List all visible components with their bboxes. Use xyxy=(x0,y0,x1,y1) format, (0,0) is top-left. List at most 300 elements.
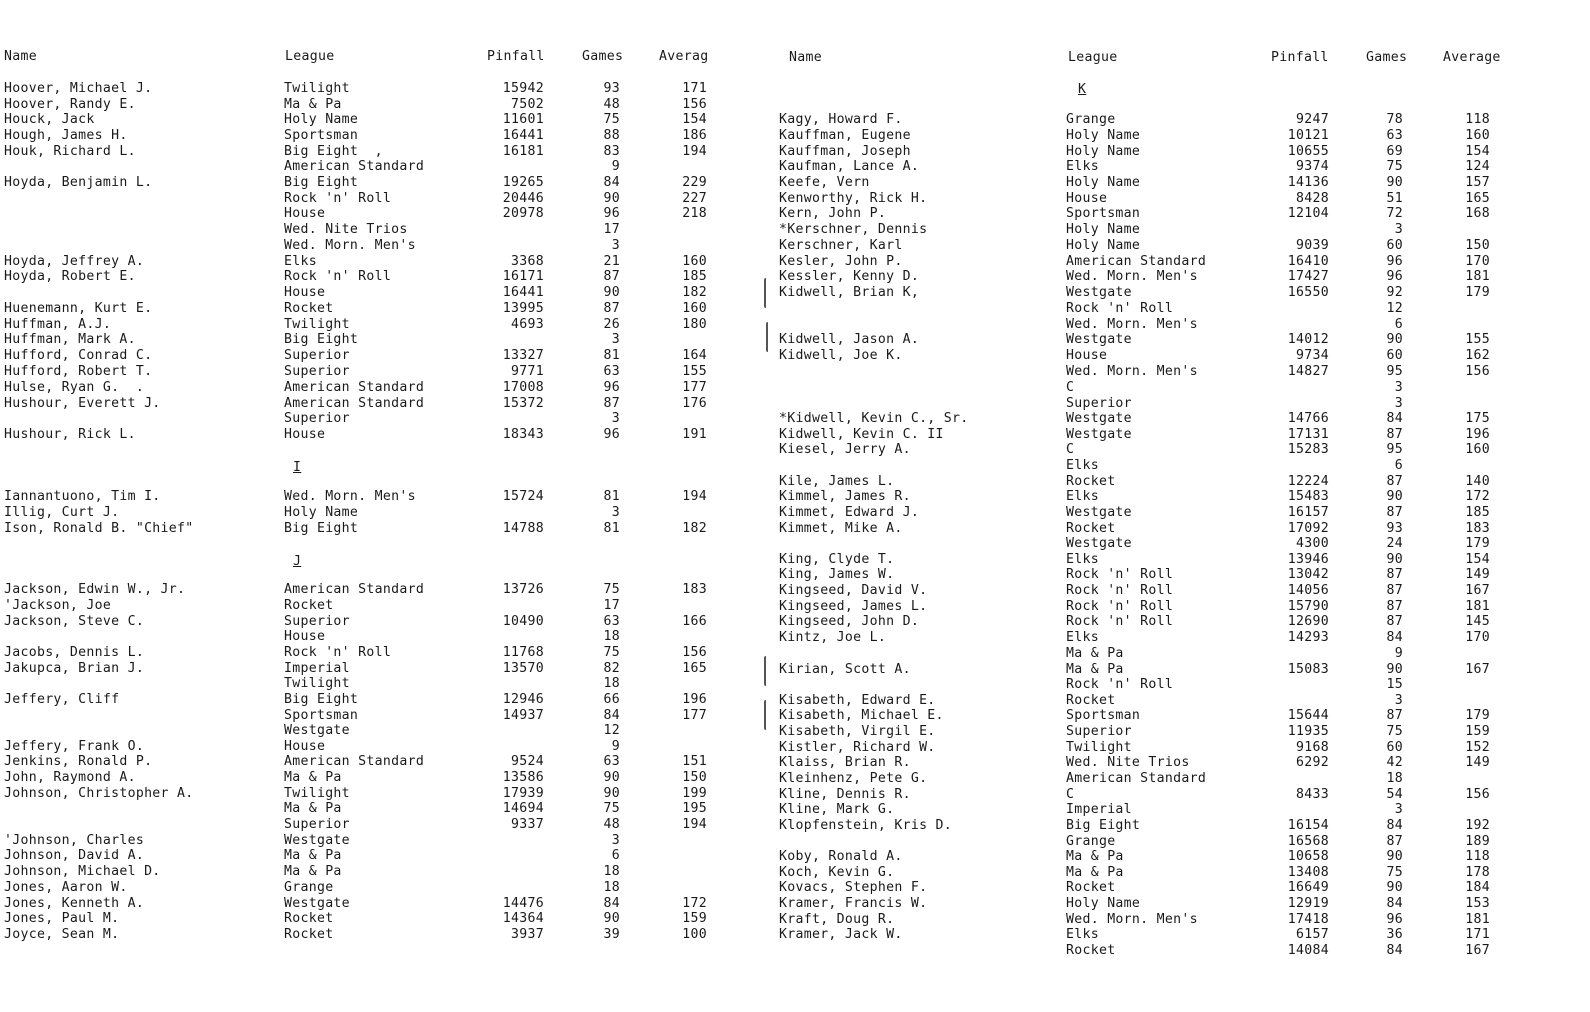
cell-pinfall: 17427 xyxy=(1287,269,1329,284)
cell-league: Rocket xyxy=(284,301,334,316)
cell-games: 90 xyxy=(1386,849,1403,864)
section-letter-k: K xyxy=(1078,82,1087,97)
cell-pinfall: 11935 xyxy=(1287,724,1329,739)
cell-name: King, Clyde T. xyxy=(779,552,895,567)
cell-pinfall xyxy=(470,332,544,348)
cell-average xyxy=(660,505,707,521)
cell-games: 75 xyxy=(603,112,620,127)
cell-average xyxy=(660,159,707,175)
cell-games: 66 xyxy=(603,692,620,707)
cell-name: Jakupca, Brian J. xyxy=(4,661,145,676)
cell-name xyxy=(4,238,274,254)
cell-league: American Standard xyxy=(1066,254,1207,269)
cell-average xyxy=(660,864,707,880)
right-header-average: Average xyxy=(1443,50,1501,65)
cell-league: Holy Name xyxy=(1066,175,1141,190)
cell-pinfall: 13327 xyxy=(502,348,544,363)
cell-name: Kingseed, James L. xyxy=(779,599,928,614)
cell-pinfall: 15942 xyxy=(502,81,544,96)
cell-pinfall: 10121 xyxy=(1287,128,1329,143)
cell-pinfall: 16441 xyxy=(502,128,544,143)
cell-league: American Standard xyxy=(284,754,425,769)
cell-pinfall xyxy=(1255,677,1329,693)
cell-league: Grange xyxy=(284,880,334,895)
cell-average: 100 xyxy=(682,927,707,942)
cell-name: Iannantuono, Tim I. xyxy=(4,489,161,504)
cell-games: 18 xyxy=(603,864,620,879)
cell-name: Klopfenstein, Kris D. xyxy=(779,818,953,833)
cell-league: Rocket xyxy=(1066,474,1116,489)
cell-league: Westgate xyxy=(284,833,350,848)
cell-pinfall xyxy=(1255,380,1329,396)
cell-average: 189 xyxy=(1465,834,1490,849)
cell-games: 87 xyxy=(1386,505,1403,520)
cell-league: Sportsman xyxy=(1066,206,1141,221)
cell-average: 153 xyxy=(1465,896,1490,911)
cell-games: 39 xyxy=(603,927,620,942)
cell-name: Kline, Mark G. xyxy=(779,802,895,817)
cell-name xyxy=(4,723,274,739)
cell-games: 84 xyxy=(603,896,620,911)
cell-pinfall xyxy=(470,222,544,238)
cell-league: C xyxy=(1066,787,1075,802)
cell-games: 96 xyxy=(603,380,620,395)
cell-pinfall: 20978 xyxy=(502,206,544,221)
cell-pinfall: 14827 xyxy=(1287,364,1329,379)
binding-mark xyxy=(764,656,768,686)
cell-pinfall: 17131 xyxy=(1287,427,1329,442)
cell-name: Kagy, Howard F. xyxy=(779,112,903,127)
cell-pinfall: 9524 xyxy=(511,754,544,769)
cell-pinfall: 14364 xyxy=(502,911,544,926)
cell-league: Sportsman xyxy=(284,128,359,143)
cell-name: Jacobs, Dennis L. xyxy=(4,645,145,660)
cell-name: Jones, Kenneth A. xyxy=(4,896,145,911)
cell-games: 9 xyxy=(1394,646,1403,661)
cell-average xyxy=(660,833,707,849)
cell-name xyxy=(779,458,1049,474)
cell-average: 199 xyxy=(682,786,707,801)
cell-average: 192 xyxy=(1465,818,1490,833)
cell-pinfall: 16649 xyxy=(1287,880,1329,895)
cell-league: Westgate xyxy=(1066,285,1132,300)
cell-games: 87 xyxy=(1386,599,1403,614)
cell-name: Kidwell, Joe K. xyxy=(779,348,903,363)
cell-league: Twilight xyxy=(284,786,350,801)
cell-games: 6 xyxy=(1394,317,1403,332)
cell-name xyxy=(779,677,1049,693)
cell-name xyxy=(779,317,1049,333)
cell-pinfall xyxy=(1255,646,1329,662)
cell-pinfall: 9734 xyxy=(1296,348,1329,363)
cell-pinfall: 8433 xyxy=(1296,787,1329,802)
cell-name xyxy=(4,222,274,238)
cell-league: Elks xyxy=(1066,552,1099,567)
right-header-games: Games xyxy=(1366,50,1408,65)
cell-name: Johnson, Christopher A. xyxy=(4,786,194,801)
cell-league: Ma & Pa xyxy=(1066,865,1124,880)
cell-name: Hoyda, Jeffrey A. xyxy=(4,254,145,269)
cell-average: 155 xyxy=(682,364,707,379)
cell-average: 150 xyxy=(1465,238,1490,253)
cell-league: Twilight xyxy=(284,317,350,332)
cell-pinfall: 18343 xyxy=(502,427,544,442)
cell-average: 175 xyxy=(1465,411,1490,426)
cell-average: 179 xyxy=(1465,708,1490,723)
cell-average xyxy=(660,238,707,254)
cell-name: Kaufman, Lance A. xyxy=(779,159,920,174)
cell-average xyxy=(1443,380,1490,396)
cell-name: 'Jackson, Joe xyxy=(4,598,112,613)
cell-games: 87 xyxy=(603,396,620,411)
cell-average: 167 xyxy=(1465,662,1490,677)
cell-pinfall xyxy=(470,598,544,614)
cell-pinfall: 13408 xyxy=(1287,865,1329,880)
cell-games: 75 xyxy=(1386,159,1403,174)
cell-league: Holy Name xyxy=(1066,144,1141,159)
cell-pinfall: 16568 xyxy=(1287,834,1329,849)
cell-pinfall xyxy=(470,833,544,849)
cell-league: Elks xyxy=(284,254,317,269)
cell-league: Ma & Pa xyxy=(1066,646,1124,661)
cell-games: 3 xyxy=(611,833,620,848)
cell-games: 75 xyxy=(603,801,620,816)
cell-average: 140 xyxy=(1465,474,1490,489)
cell-pinfall: 15283 xyxy=(1287,442,1329,457)
cell-name: Kline, Dennis R. xyxy=(779,787,911,802)
cell-average: 172 xyxy=(1465,489,1490,504)
cell-games: 12 xyxy=(603,723,620,738)
cell-league: Elks xyxy=(1066,630,1099,645)
cell-games: 83 xyxy=(603,144,620,159)
cell-league: C xyxy=(1066,442,1075,457)
cell-average: 154 xyxy=(682,112,707,127)
cell-games: 15 xyxy=(1386,677,1403,692)
cell-average: 118 xyxy=(1465,849,1490,864)
cell-name: Jenkins, Ronald P. xyxy=(4,754,153,769)
cell-average xyxy=(1443,458,1490,474)
cell-name: Jones, Aaron W. xyxy=(4,880,128,895)
cell-pinfall: 10658 xyxy=(1287,849,1329,864)
cell-league: Ma & Pa xyxy=(284,848,342,863)
cell-pinfall: 6157 xyxy=(1296,927,1329,942)
cell-games: 96 xyxy=(1386,269,1403,284)
cell-average: 186 xyxy=(682,128,707,143)
cell-average xyxy=(1443,396,1490,412)
cell-average: 170 xyxy=(1465,254,1490,269)
cell-league: American Standard xyxy=(284,396,425,411)
cell-average xyxy=(1443,802,1490,818)
cell-league: Ma & Pa xyxy=(1066,849,1124,864)
cell-pinfall: 17008 xyxy=(502,380,544,395)
cell-average: 124 xyxy=(1465,159,1490,174)
cell-league: Elks xyxy=(1066,927,1099,942)
cell-games: 63 xyxy=(603,754,620,769)
cell-pinfall: 4300 xyxy=(1296,536,1329,551)
cell-average xyxy=(660,739,707,755)
cell-name: Kramer, Francis W. xyxy=(779,896,928,911)
cell-pinfall: 14056 xyxy=(1287,583,1329,598)
cell-league: Sportsman xyxy=(1066,708,1141,723)
cell-average xyxy=(1443,222,1490,238)
cell-games: 17 xyxy=(603,222,620,237)
cell-name: Kovacs, Stephen F. xyxy=(779,880,928,895)
cell-league: Holy Name xyxy=(1066,238,1141,253)
cell-average xyxy=(1443,646,1490,662)
cell-average: 181 xyxy=(1465,599,1490,614)
cell-pinfall xyxy=(1255,222,1329,238)
cell-games: 21 xyxy=(603,254,620,269)
cell-pinfall: 16550 xyxy=(1287,285,1329,300)
cell-games: 60 xyxy=(1386,348,1403,363)
cell-average: 194 xyxy=(682,144,707,159)
cell-games: 84 xyxy=(603,708,620,723)
cell-games: 88 xyxy=(603,128,620,143)
cell-pinfall xyxy=(470,629,544,645)
cell-league: Westgate xyxy=(1066,332,1132,347)
cell-average xyxy=(1443,677,1490,693)
cell-name: King, James W. xyxy=(779,567,895,582)
cell-name xyxy=(4,206,274,222)
cell-average: 227 xyxy=(682,191,707,206)
cell-average: 156 xyxy=(1465,787,1490,802)
left-header-games: Games xyxy=(582,49,624,64)
cell-games: 84 xyxy=(1386,896,1403,911)
binding-mark xyxy=(764,278,768,308)
cell-league: Elks xyxy=(1066,159,1099,174)
cell-games: 90 xyxy=(603,191,620,206)
cell-league: Imperial xyxy=(1066,802,1132,817)
cell-name: Hufford, Conrad C. xyxy=(4,348,153,363)
binding-mark xyxy=(764,700,768,730)
cell-name: Houck, Jack xyxy=(4,112,95,127)
cell-pinfall: 17939 xyxy=(502,786,544,801)
right-header-league: League xyxy=(1068,50,1118,65)
cell-games: 96 xyxy=(1386,254,1403,269)
cell-league: Superior xyxy=(284,364,350,379)
cell-name: Keefe, Vern xyxy=(779,175,870,190)
cell-pinfall: 9168 xyxy=(1296,740,1329,755)
cell-average: 194 xyxy=(682,817,707,832)
cell-games: 96 xyxy=(1386,912,1403,927)
cell-games: 92 xyxy=(1386,285,1403,300)
cell-games: 90 xyxy=(603,770,620,785)
cell-name: Hushour, Everett J. xyxy=(4,396,161,411)
cell-games: 84 xyxy=(1386,818,1403,833)
cell-average: 165 xyxy=(682,661,707,676)
left-header-league: League xyxy=(285,49,335,64)
cell-pinfall: 9374 xyxy=(1296,159,1329,174)
cell-pinfall xyxy=(470,159,544,175)
cell-games: 96 xyxy=(603,427,620,442)
cell-average: 154 xyxy=(1465,552,1490,567)
cell-average: 177 xyxy=(682,708,707,723)
cell-pinfall: 14694 xyxy=(502,801,544,816)
cell-average xyxy=(660,848,707,864)
cell-league: Rock 'n' Roll xyxy=(1066,301,1174,316)
cell-average: 156 xyxy=(1465,364,1490,379)
cell-name xyxy=(779,646,1049,662)
cell-pinfall xyxy=(470,739,544,755)
cell-name xyxy=(779,364,1049,380)
cell-games: 90 xyxy=(603,285,620,300)
cell-games: 81 xyxy=(603,489,620,504)
cell-games: 81 xyxy=(603,521,620,536)
cell-league: Superior xyxy=(284,348,350,363)
cell-games: 3 xyxy=(1394,380,1403,395)
cell-name: Kisabeth, Michael E. xyxy=(779,708,944,723)
cell-league: Holy Name xyxy=(1066,222,1141,237)
cell-pinfall: 11768 xyxy=(502,645,544,660)
cell-name: Kingseed, David V. xyxy=(779,583,928,598)
cell-pinfall: 15083 xyxy=(1287,662,1329,677)
cell-name: Kiesel, Jerry A. xyxy=(779,442,911,457)
cell-pinfall: 14476 xyxy=(502,896,544,911)
cell-average: 170 xyxy=(1465,630,1490,645)
cell-pinfall: 15483 xyxy=(1287,489,1329,504)
cell-league: Elks xyxy=(1066,489,1099,504)
cell-games: 78 xyxy=(1386,112,1403,127)
cell-pinfall: 15372 xyxy=(502,396,544,411)
cell-average: 183 xyxy=(1465,521,1490,536)
cell-name: Kisabeth, Virgil E. xyxy=(779,724,936,739)
cell-league: Ma & Pa xyxy=(284,97,342,112)
cell-average: 176 xyxy=(682,396,707,411)
cell-name xyxy=(779,943,1049,959)
cell-name xyxy=(779,301,1049,317)
cell-pinfall: 17092 xyxy=(1287,521,1329,536)
cell-games: 24 xyxy=(1386,536,1403,551)
cell-games: 75 xyxy=(603,582,620,597)
cell-league: House xyxy=(1066,348,1108,363)
cell-name: Kintz, Joe L. xyxy=(779,630,887,645)
cell-games: 87 xyxy=(1386,474,1403,489)
cell-games: 6 xyxy=(1394,458,1403,473)
cell-league: Elks xyxy=(1066,458,1099,473)
cell-games: 48 xyxy=(603,817,620,832)
cell-games: 6 xyxy=(611,848,620,863)
cell-average: 180 xyxy=(682,317,707,332)
cell-name: Kleinhenz, Pete G. xyxy=(779,771,928,786)
cell-games: 87 xyxy=(1386,708,1403,723)
cell-pinfall: 14937 xyxy=(502,708,544,723)
cell-league: Big Eight xyxy=(284,175,359,190)
cell-name xyxy=(4,817,274,833)
cell-name: John, Raymond A. xyxy=(4,770,136,785)
cell-pinfall xyxy=(1255,301,1329,317)
cell-average xyxy=(660,332,707,348)
cell-games: 84 xyxy=(1386,630,1403,645)
cell-name xyxy=(779,834,1049,850)
cell-average: 168 xyxy=(1465,206,1490,221)
cell-pinfall: 13570 xyxy=(502,661,544,676)
cell-league: Wed. Nite Trios xyxy=(1066,755,1190,770)
cell-games: 26 xyxy=(603,317,620,332)
cell-name: Kramer, Jack W. xyxy=(779,927,903,942)
cell-pinfall: 13042 xyxy=(1287,567,1329,582)
cell-name xyxy=(779,380,1049,396)
cell-average: 118 xyxy=(1465,112,1490,127)
cell-league: Rocket xyxy=(1066,943,1116,958)
cell-games: 3 xyxy=(611,505,620,520)
cell-average: 162 xyxy=(1465,348,1490,363)
cell-average: 164 xyxy=(682,348,707,363)
cell-average: 182 xyxy=(682,521,707,536)
right-header-pinfall: Pinfall xyxy=(1271,50,1329,65)
cell-league: House xyxy=(284,427,326,442)
cell-name: Joyce, Sean M. xyxy=(4,927,120,942)
cell-average: 196 xyxy=(682,692,707,707)
cell-games: 60 xyxy=(1386,740,1403,755)
cell-average: 166 xyxy=(682,614,707,629)
cell-league: House xyxy=(284,739,326,754)
cell-name: Kerschner, Karl xyxy=(779,238,903,253)
cell-pinfall xyxy=(1255,771,1329,787)
cell-games: 95 xyxy=(1386,364,1403,379)
cell-pinfall: 20446 xyxy=(502,191,544,206)
cell-games: 87 xyxy=(603,269,620,284)
cell-games: 90 xyxy=(1386,332,1403,347)
cell-average: 160 xyxy=(682,301,707,316)
cell-pinfall xyxy=(1255,802,1329,818)
cell-pinfall: 13946 xyxy=(1287,552,1329,567)
cell-average: 150 xyxy=(682,770,707,785)
cell-pinfall: 16154 xyxy=(1287,818,1329,833)
cell-average xyxy=(660,880,707,896)
cell-name: Kimmet, Mike A. xyxy=(779,521,903,536)
cell-name: Hushour, Rick L. xyxy=(4,427,136,442)
cell-league: Ma & Pa xyxy=(1066,662,1124,677)
cell-average: 194 xyxy=(682,489,707,504)
cell-average xyxy=(660,676,707,692)
cell-games: 18 xyxy=(603,676,620,691)
cell-name: Johnson, David A. xyxy=(4,848,145,863)
cell-name: Kern, John P. xyxy=(779,206,887,221)
cell-games: 51 xyxy=(1386,191,1403,206)
cell-league: Big Eight xyxy=(284,521,359,536)
cell-games: 3 xyxy=(1394,802,1403,817)
cell-league: House xyxy=(284,206,326,221)
cell-name: Kraft, Doug R. xyxy=(779,912,895,927)
cell-pinfall: 14136 xyxy=(1287,175,1329,190)
cell-average: 182 xyxy=(682,285,707,300)
cell-average: 177 xyxy=(682,380,707,395)
cell-games: 9 xyxy=(611,739,620,754)
cell-games: 42 xyxy=(1386,755,1403,770)
section-letter-j: J xyxy=(293,554,302,569)
cell-league: Wed. Morn. Men's xyxy=(1066,364,1198,379)
cell-name: Ison, Ronald B. "Chief" xyxy=(4,521,194,536)
cell-league: Rock 'n' Roll xyxy=(1066,567,1174,582)
cell-pinfall: 3937 xyxy=(511,927,544,942)
cell-games: 63 xyxy=(1386,128,1403,143)
cell-league: Rock 'n' Roll xyxy=(1066,614,1174,629)
cell-pinfall: 9771 xyxy=(511,364,544,379)
cell-average: 165 xyxy=(1465,191,1490,206)
cell-pinfall: 9337 xyxy=(511,817,544,832)
cell-games: 12 xyxy=(1386,301,1403,316)
cell-name: Kistler, Richard W. xyxy=(779,740,936,755)
cell-name: Kidwell, Kevin C. II xyxy=(779,427,944,442)
cell-average xyxy=(660,411,707,427)
cell-name: Kile, James L. xyxy=(779,474,895,489)
cell-league: Holy Name xyxy=(1066,128,1141,143)
cell-pinfall: 4693 xyxy=(511,317,544,332)
cell-league: House xyxy=(284,629,326,644)
cell-name: Kauffman, Joseph xyxy=(779,144,911,159)
cell-games: 3 xyxy=(1394,693,1403,708)
cell-name xyxy=(4,629,274,645)
